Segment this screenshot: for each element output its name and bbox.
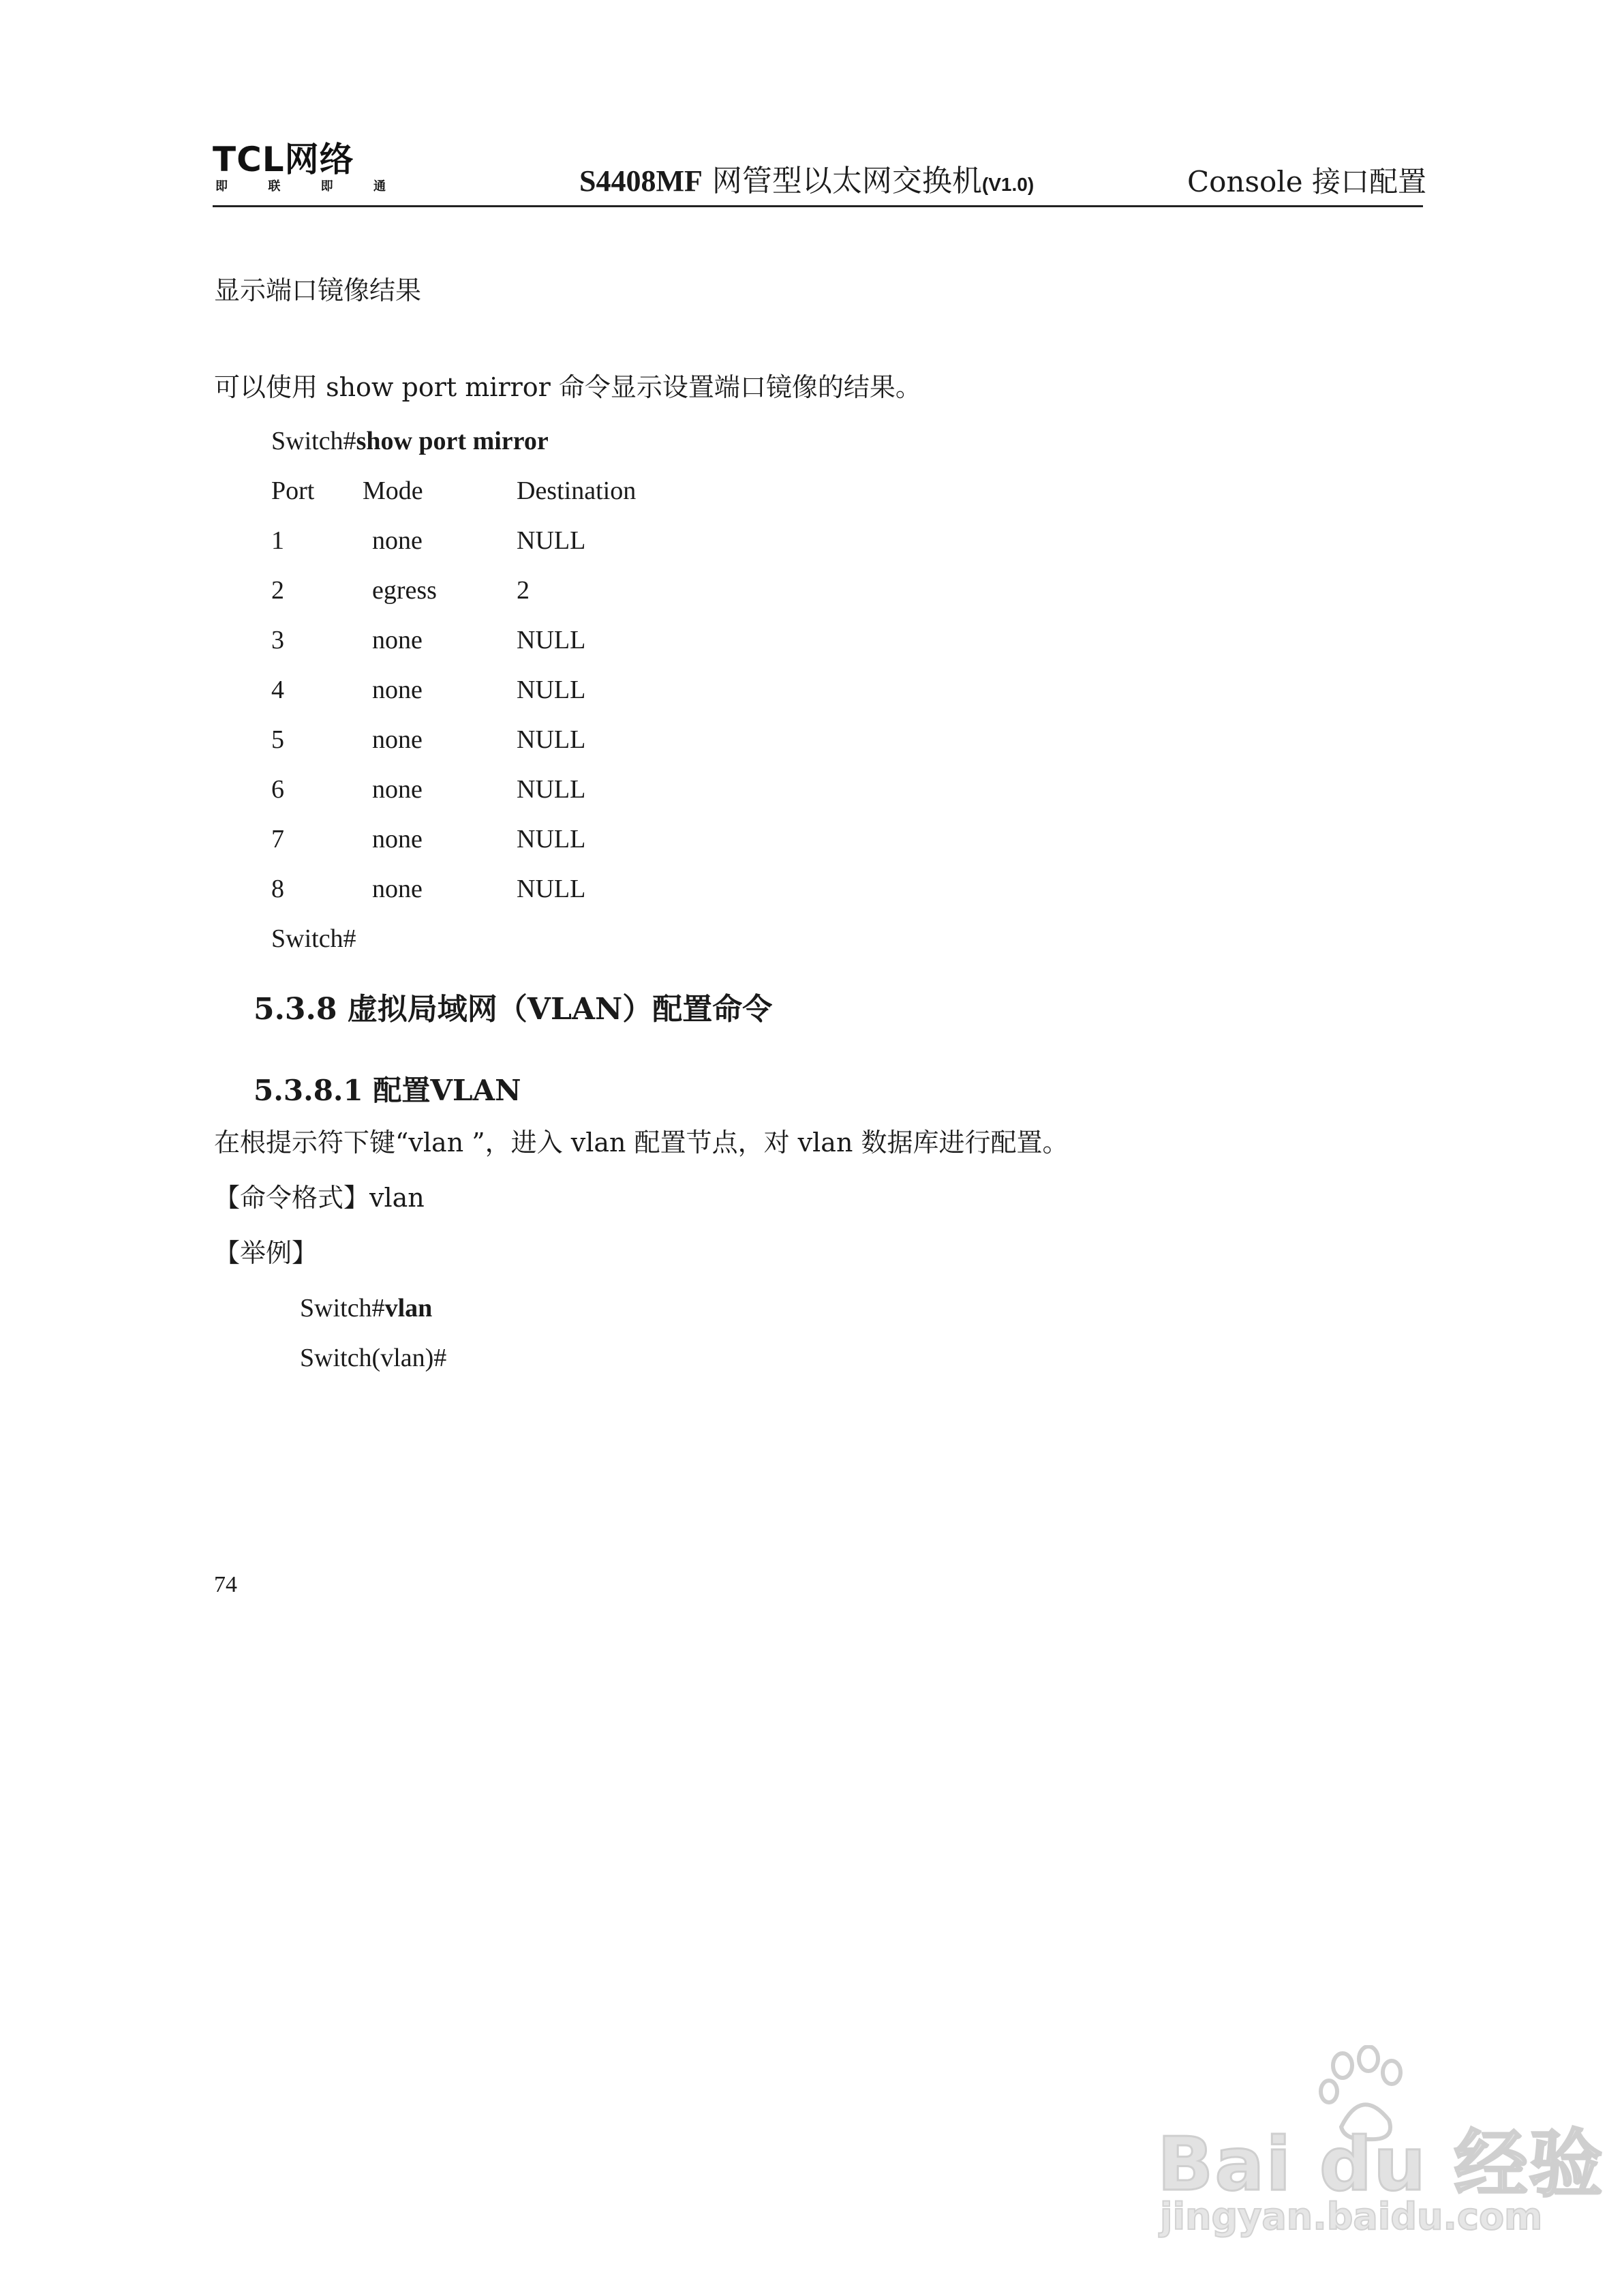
table-cell-destination: NULL	[517, 825, 586, 854]
table-cell-port: 5	[271, 725, 284, 754]
logo-subtitle	[215, 180, 386, 194]
table-cell-mode: none	[372, 676, 423, 704]
command-format	[214, 1182, 425, 1213]
command-prefix: Switch#	[271, 427, 356, 455]
example-prefix: Switch#	[300, 1294, 385, 1323]
table-cell-destination: NULL	[517, 526, 586, 555]
table-cell-port: 1	[271, 526, 284, 555]
logo-sub-char: 通	[373, 179, 386, 194]
heading-5-3-8-1-vlan: VLAN	[430, 1074, 521, 1107]
logo-main-text: TCL网络	[213, 140, 354, 179]
header-divider	[213, 205, 1423, 207]
logo-sub-char: 即	[320, 179, 333, 194]
command-format-label: 【命令格式】	[214, 1183, 370, 1213]
header-title	[579, 164, 1034, 202]
table-cell-mode: egress	[372, 576, 437, 605]
header-product-name: 网管型以太网交换机	[711, 164, 982, 198]
table-cell-destination: NULL	[517, 775, 586, 804]
example-command	[300, 1293, 432, 1324]
table-cell-destination: NULL	[517, 626, 586, 654]
section-heading: 显示端口镜像结果	[214, 275, 422, 305]
tcl-logo	[213, 140, 386, 196]
table-cell-destination: NULL	[517, 676, 586, 704]
intro-paragraph: 可以使用 show port mirror 命令显示设置端口镜像的结果。	[214, 372, 921, 402]
table-header-destination: Destination	[517, 477, 637, 505]
table-cell-destination: NULL	[517, 875, 586, 903]
logo-sub-char: 联	[268, 179, 281, 194]
table-header-port: Port	[271, 477, 315, 505]
watermark-url: jingyan.baidu.com	[1160, 2195, 1543, 2238]
heading-5-3-8-1-num: 5.3.8.1 配置	[254, 1074, 431, 1107]
command-line	[271, 425, 549, 457]
command-bold: show port mirror	[356, 427, 549, 455]
table-cell-mode: none	[372, 526, 423, 555]
table-cell-destination: NULL	[517, 725, 586, 754]
logo-sub-char: 即	[215, 179, 228, 194]
baidu-jingyan-watermark	[1157, 2045, 1604, 2250]
table-cell-port: 6	[271, 775, 284, 804]
heading-5-3-8-1	[254, 1073, 521, 1108]
table-cell-mode: none	[372, 725, 423, 754]
example-bold: vlan	[384, 1294, 433, 1323]
table-cell-mode: none	[372, 626, 423, 654]
header-section-name: Console 接口配置	[1187, 165, 1426, 198]
page-number: 74	[214, 1572, 237, 1597]
table-header-mode: Mode	[363, 477, 423, 505]
table-cell-mode: none	[372, 825, 423, 854]
table-cell-mode: none	[372, 875, 423, 903]
prompt-line: Switch#	[271, 924, 356, 953]
watermark-logo-text: Bai du 经验	[1157, 2122, 1604, 2207]
table-cell-port: 4	[271, 676, 284, 704]
table-cell-mode: none	[372, 775, 423, 804]
command-format-value: vlan	[369, 1183, 425, 1213]
example-result: Switch(vlan)#	[300, 1344, 447, 1372]
table-cell-port: 2	[271, 576, 284, 605]
table-cell-destination: 2	[517, 576, 530, 605]
header-model: S4408MF	[579, 164, 703, 198]
example-label: 【举例】	[214, 1238, 318, 1268]
table-cell-port: 7	[271, 825, 284, 854]
heading-5-3-8: 5.3.8 虚拟局域网（VLAN）配置命令	[254, 992, 773, 1027]
vlan-description: 在根提示符下键“vlan ”，进入 vlan 配置节点，对 vlan 数据库进行配置。	[214, 1128, 1069, 1158]
table-cell-port: 3	[271, 626, 284, 654]
table-cell-port: 8	[271, 875, 284, 903]
header-version: (V1.0)	[981, 174, 1035, 195]
